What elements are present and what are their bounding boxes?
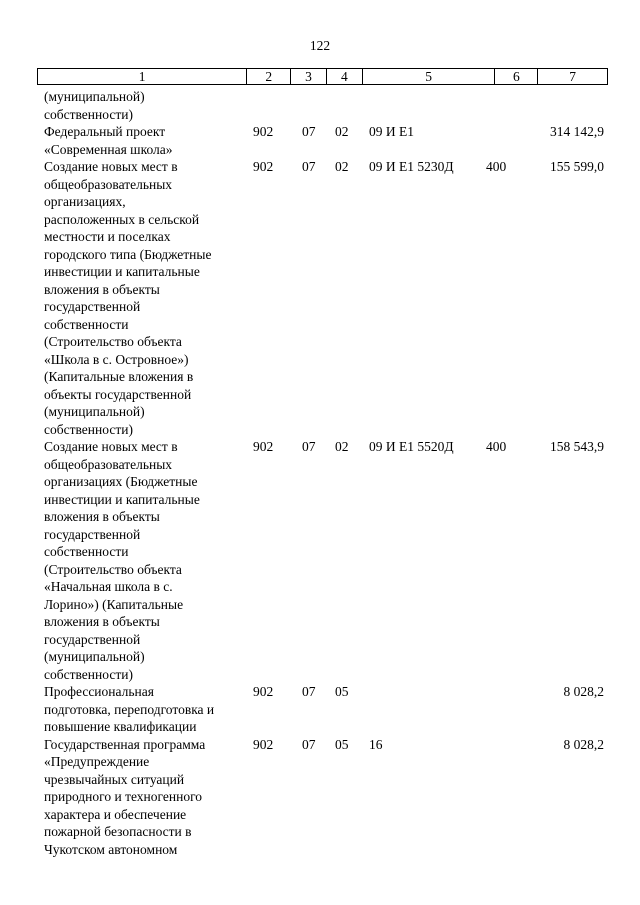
- row-grbs: 902: [253, 684, 274, 699]
- row-name: Государственная программа «Предупреждение чрезвычайных ситуаций природного и техногенного характера и обеспечение пожарной безопасности в Чукотском автономном: [44, 736, 206, 857]
- table-row: [44, 736, 610, 859]
- row-podrazdel: 02: [335, 159, 349, 174]
- row-podrazdel: 02: [335, 439, 349, 454]
- row-expense-type: 400: [486, 159, 507, 174]
- row-podrazdel: 05: [335, 736, 349, 752]
- row-razdel: 07: [302, 736, 316, 752]
- row-razdel: 07: [302, 684, 316, 699]
- row-sum: 8 028,2: [563, 684, 604, 699]
- table-row: [44, 88, 610, 123]
- row-razdel: 07: [302, 124, 316, 139]
- row-grbs: 902: [253, 124, 274, 139]
- row-grbs: 902: [253, 159, 274, 174]
- row-sum: 314 142,9: [550, 124, 604, 139]
- row-target-article: 16: [369, 736, 383, 752]
- row-expense-type: 400: [486, 439, 507, 454]
- page-number: 122: [309, 38, 331, 53]
- row-sum: 8 028,2: [563, 736, 604, 752]
- row-razdel: 07: [302, 159, 316, 174]
- table-row: [44, 123, 610, 158]
- table-row: [44, 683, 610, 736]
- header-col-3: 3: [291, 69, 327, 84]
- row-target-article: 09 И Е1 5230Д: [369, 159, 454, 174]
- row-target-article: 09 И Е1 5520Д: [369, 439, 454, 454]
- row-grbs: 902: [253, 736, 274, 752]
- row-name: Создание новых мест в общеобразовательных организациях, расположенных в сельской местности и поселках городского типа (Бюджетные инвестиции и капитальные вложения в объекты государственной собственности (Строительство объекта «Школа в с. Островное») (Капитальные вложения в объекты государственной (муниципальной) собственности): [44, 159, 212, 437]
- row-target-article: 09 И Е1: [369, 124, 414, 139]
- row-razdel: 07: [302, 439, 316, 454]
- row-sum: 155 599,0: [550, 159, 604, 174]
- header-col-5: 5: [363, 69, 496, 84]
- header-col-2: 2: [247, 69, 291, 84]
- row-sum: 158 543,9: [550, 439, 604, 454]
- header-col-7: 7: [569, 69, 576, 84]
- table-row: [44, 438, 610, 683]
- row-name: Создание новых мест в общеобразовательных организациях (Бюджетные инвестиции и капитальные вложения в объекты государственной собственности (Строительство объекта «Начальная школа в с. Лорино») (Капитальные вложения в объекты государственной (муниципальной) собственности): [44, 439, 200, 682]
- header-col-6: 6: [495, 69, 538, 84]
- table-header: [37, 68, 608, 85]
- row-name: Профессиональная подготовка, переподготовка и повышение квалификации: [44, 684, 215, 734]
- header-col-1: 1: [38, 69, 247, 84]
- row-grbs: 902: [253, 439, 274, 454]
- table-row: [44, 158, 610, 438]
- row-name: Федеральный проект «Современная школа»: [44, 124, 173, 157]
- row-podrazdel: 05: [335, 684, 349, 699]
- table-body: [44, 88, 610, 858]
- row-podrazdel: 02: [335, 124, 349, 139]
- header-col-4: 4: [327, 69, 363, 84]
- row-name: (муниципальной) собственности): [44, 89, 145, 122]
